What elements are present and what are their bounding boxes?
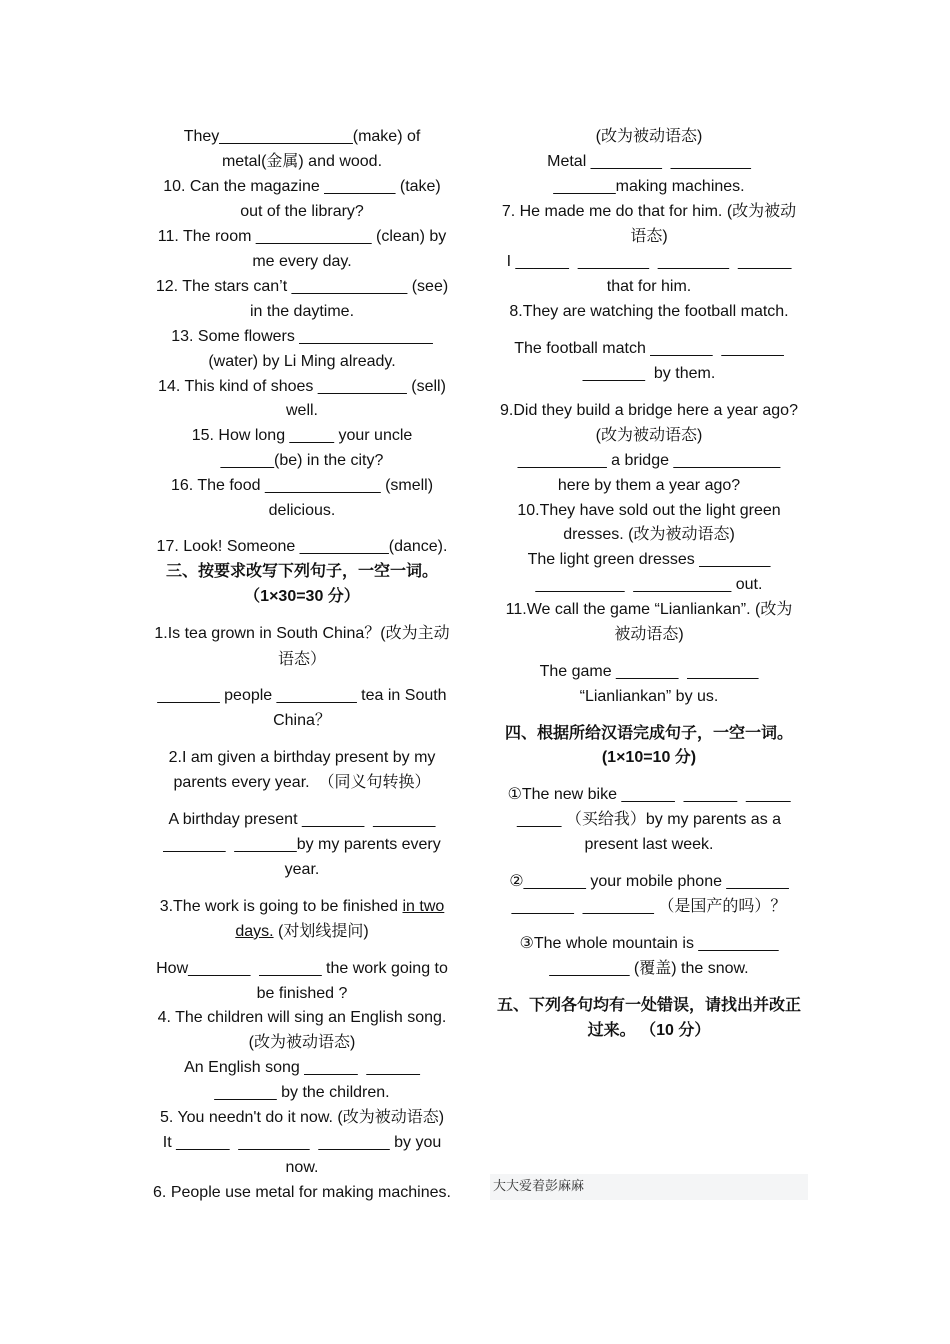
underlined-phrase: days. (235, 923, 274, 940)
text-line: 3.The work is going to be finished in two (159, 898, 445, 915)
text-line: Metal ________ _________ (547, 153, 751, 170)
text-line: _____ （买给我）by my parents as a (516, 811, 782, 828)
text-line: A birthday present _______ _______ (168, 811, 436, 828)
text-line: _______ by them. (582, 365, 716, 382)
text-line: The football match _______ _______ (514, 340, 784, 357)
text-line: 语态) (630, 228, 668, 245)
text-line: be finished ? (256, 985, 348, 1002)
text-line: China？ (273, 712, 331, 729)
text-line: 10.They have sold out the light green (517, 502, 781, 519)
text-line: __________ ___________ out. (535, 576, 763, 593)
text-line: in the daytime. (249, 303, 355, 320)
text-line: me every day. (252, 253, 352, 270)
text-line: _______making machines. (553, 178, 745, 195)
text-line: (改为被动语态) (595, 128, 703, 145)
text-line: ______(be) in the city? (220, 452, 384, 469)
text-line: 11. The room _____________ (clean) by (157, 228, 447, 245)
text-line: 被动语态) (614, 626, 684, 643)
text-line: 8.They are watching the football match. (509, 303, 789, 320)
text-line: _______ ________ （是国产的吗）？ (511, 898, 787, 915)
footer-text: 大大爱着彭麻麻 (493, 1179, 585, 1194)
text-line: that for him. (606, 278, 692, 295)
text-line: 9.Did they build a bridge here a year ago? (500, 402, 798, 419)
text-line: 2.I am given a birthday present by my (168, 749, 436, 766)
text-line: ②_______ your mobile phone _______ (509, 873, 789, 890)
section-heading: 五、下列各句均有一处错误，请找出并改正 (496, 997, 801, 1014)
text-line: now. (285, 1159, 319, 1176)
text-line: out of the library? (240, 203, 364, 220)
text-line: delicious. (268, 502, 336, 519)
text-line: (改为被动语态) (595, 427, 703, 444)
text-line: 17. Look! Someone __________(dance). (156, 538, 448, 555)
text-line: The game _______ ________ (539, 663, 759, 680)
text-line: here by them a year ago? (557, 477, 741, 494)
text-line: They_______________(make) of (183, 128, 421, 145)
text-line: ①The new bike ______ ______ _____ (507, 786, 791, 803)
text-line: The light green dresses ________ (527, 551, 771, 568)
text-line: _______ by the children. (214, 1084, 390, 1101)
text-line: __________ a bridge ____________ (517, 452, 781, 469)
section-score: （1×30=30 分） (244, 588, 360, 605)
text-line: 13. Some flowers _______________ (171, 328, 433, 345)
text-line: metal(金属) and wood. (221, 153, 383, 170)
text-line: 7. He made me do that for him. (改为被动 (501, 203, 797, 220)
text-line: How_______ _______ the work going to (156, 960, 448, 977)
text-line: days. (对划线提问) (235, 923, 369, 940)
text-line: 16. The food _____________ (smell) (170, 477, 434, 494)
text-line: An English song ______ ______ (184, 1059, 420, 1076)
text-line: (改为被动语态) (248, 1034, 356, 1051)
text-line: _______ _______by my parents every (163, 836, 441, 853)
text-line: 4. The children will sing an English song. (157, 1009, 447, 1026)
text-line: “Lianliankan” by us. (579, 688, 719, 705)
text-line: It ______ ________ ________ by you (162, 1134, 442, 1151)
text-line: well. (285, 402, 318, 419)
text-line: parents every year. （同义句转换） (173, 774, 431, 791)
text-line: 12. The stars can’t _____________ (see) (155, 278, 449, 295)
text-line: 1.Is tea grown in South China？(改为主动 (154, 625, 450, 642)
text-line: year. (284, 861, 320, 878)
text-line: present last week. (584, 836, 714, 853)
section-heading: 过来。 （10 分） (587, 1022, 711, 1039)
underlined-phrase: in two (402, 898, 445, 915)
text-line: ③The whole mountain is _________ (519, 935, 779, 952)
text-line: 5. You needn't do it now. (改为被动语态) (159, 1109, 445, 1126)
section-heading: 四、根据所给汉语完成句子，一空一词。 (504, 725, 793, 742)
section-heading: 三、按要求改写下列句子，一空一词。 (165, 563, 438, 580)
section-score: (1×10=10 分) (601, 749, 697, 766)
text-line: _______ people _________ tea in South (157, 687, 447, 704)
text-line: 6. People use metal for making machines. (153, 1184, 451, 1201)
text-line: 10. Can the magazine ________ (take) (163, 178, 441, 195)
text-line: 11.We call the game “Lianliankan”. (改为 (505, 601, 793, 618)
text-line: _________ (覆盖) the snow. (549, 960, 749, 977)
text-line: 15. How long _____ your uncle (191, 427, 413, 444)
text-line: I ______ ________ ________ ______ (506, 253, 792, 270)
text-line: 14. This kind of shoes __________ (sell) (158, 378, 446, 395)
text-line: 语态） (277, 649, 326, 668)
text-line: dresses. (改为被动语态) (563, 526, 735, 543)
text-line: (water) by Li Ming already. (208, 353, 396, 370)
